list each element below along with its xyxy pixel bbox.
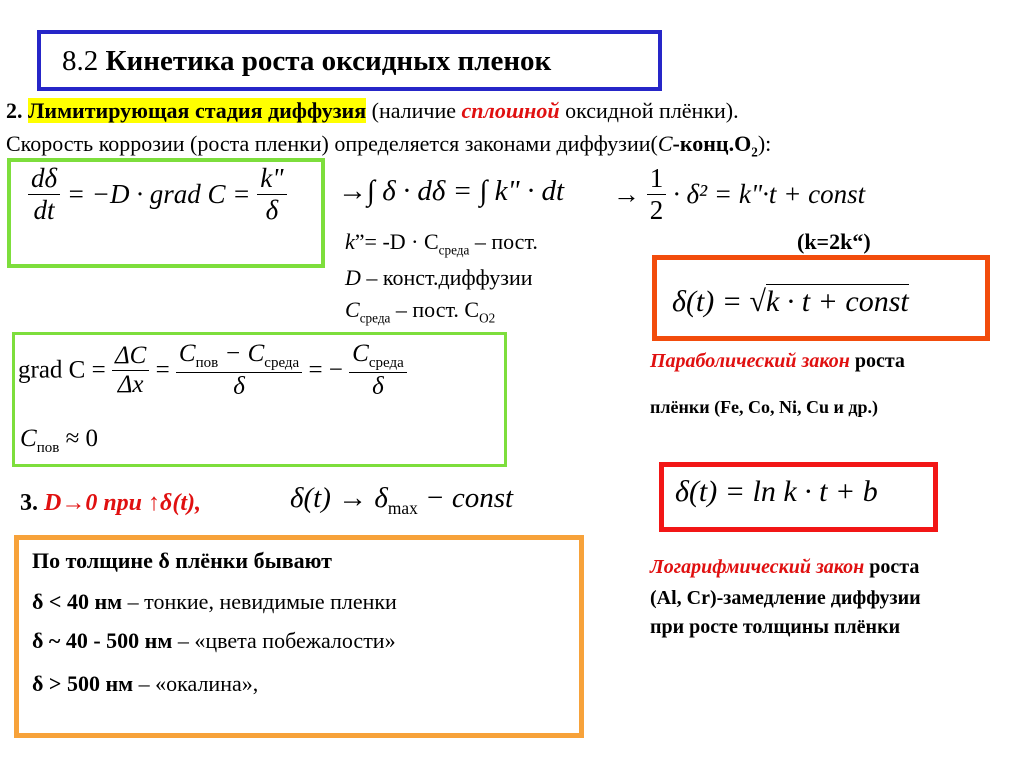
- rate-end: ):: [757, 131, 772, 156]
- surface-concentration: [20, 425, 98, 457]
- half-rest: · δ² = k"·t + const: [673, 179, 866, 209]
- item3-max: max: [387, 497, 418, 518]
- eq-rhs-num: k": [257, 163, 286, 195]
- log-law-name: Логарифмический закон: [650, 556, 865, 578]
- thickness-row-desc: – тонкие, невидимые пленки: [122, 589, 397, 614]
- grad-eq: =: [155, 356, 170, 384]
- thickness-row: [32, 589, 397, 615]
- thickness-row: [32, 671, 258, 697]
- k2-note: (k=2k“): [797, 229, 871, 254]
- c-note-sub: среда: [359, 310, 391, 326]
- thickness-row: [32, 628, 396, 654]
- rate-sub: 2: [751, 144, 758, 160]
- stage-open: (наличие: [366, 98, 462, 123]
- item3-formula-main: δ(t) → δ: [290, 482, 388, 514]
- c-note-text: – пост. С: [390, 297, 480, 322]
- eq-rhs-den: δ: [265, 195, 279, 225]
- thickness-heading: По толщине δ плёнки бывают: [32, 548, 332, 573]
- eq-lhs-den: dt: [33, 195, 55, 225]
- gradient-equation: [18, 340, 407, 401]
- item3-num: 3.: [20, 490, 38, 516]
- rate-c: C: [657, 131, 673, 156]
- log-formula: δ(t) = ln k · t + b: [675, 475, 878, 508]
- item3-text: D→0 при ↑δ(t),: [44, 490, 201, 516]
- title-text: Кинетика роста оксидных пленок: [105, 45, 552, 77]
- thickness-row-desc: – «окалина»,: [133, 671, 259, 696]
- stage-close: оксидной плёнки).: [559, 98, 739, 123]
- stage-emph: сплошной: [461, 98, 560, 123]
- grad-f3-den: δ: [372, 373, 384, 400]
- parabolic-metals: плёнки (Fe, Co, Ni, Cu и др.): [650, 397, 879, 417]
- stage-number: 2.: [6, 98, 28, 123]
- item3-tail: − const: [417, 482, 514, 514]
- item3: [20, 490, 201, 517]
- pov-sub: пов: [36, 440, 60, 456]
- item3-formula: [290, 482, 513, 519]
- section-number: 8.2: [62, 45, 99, 77]
- grad-f2-sb: среда: [264, 355, 300, 371]
- thickness-row-sym: δ ~ 40 - 500 нм: [32, 628, 173, 653]
- rate-konc: -конц.O: [672, 131, 752, 156]
- stage-line: [6, 98, 739, 124]
- thickness-row-sym: δ < 40 нм: [32, 589, 123, 614]
- pov-c: C: [20, 425, 37, 452]
- d-note-d: D: [345, 265, 361, 290]
- integral-equation: →∫ δ · dδ = ∫ k" · dt: [338, 175, 565, 207]
- half-arrow: →: [613, 179, 640, 209]
- parabolic-law-name: Параболический закон: [650, 350, 850, 372]
- grad-eq2: = −: [308, 356, 343, 384]
- diffusion-equation: [28, 163, 287, 226]
- parabolic-a: δ(t) = √: [672, 285, 766, 318]
- d-note-text: – конст.диффузии: [360, 265, 533, 290]
- d-note: [345, 265, 533, 291]
- page-title: [62, 45, 551, 78]
- log-law-label: [650, 556, 919, 579]
- parabolic-formula: [672, 285, 909, 319]
- parabolic-law-label: [650, 350, 905, 373]
- half-equation: [613, 163, 865, 226]
- grad-f2-b: − C: [218, 340, 265, 367]
- k-note-end: – пост.: [469, 229, 538, 254]
- parabolic-law-rest: роста: [849, 350, 905, 372]
- grad-f2-sa: пов: [195, 355, 219, 371]
- k-note-sub: среда: [438, 242, 470, 258]
- rate-line: [6, 131, 771, 160]
- eq-mid: = −D · grad C =: [66, 179, 251, 209]
- c-note-c: C: [345, 297, 360, 322]
- half-num: 1: [647, 163, 667, 195]
- grad-f3-sub: среда: [368, 355, 404, 371]
- grad-f1-den: Δx: [117, 371, 144, 398]
- thickness-row-sym: δ > 500 нм: [32, 671, 134, 696]
- c-note: [345, 297, 495, 326]
- grad-f1-num: ΔC: [112, 342, 149, 371]
- log-line2: (Al, Cr)-замедление диффузии: [650, 587, 921, 609]
- pov-approx: ≈ 0: [59, 425, 99, 452]
- c-note-sub2: O2: [479, 310, 496, 326]
- grad-f3-num: C: [352, 340, 369, 367]
- parabolic-b: k · t + const: [765, 285, 909, 318]
- stage-highlight: Лимитирующая стадия диффузия: [28, 98, 367, 123]
- grad-f2-den: δ: [233, 373, 245, 400]
- rate-text: Скорость коррозии (роста пленки) определяется законами диффузии(: [6, 131, 658, 156]
- log-law-rest: роста: [864, 556, 920, 578]
- grad-f2-a: C: [178, 340, 196, 367]
- k-note-k: k: [345, 229, 355, 254]
- log-line3: при росте толщины плёнки: [650, 616, 901, 638]
- thickness-row-desc: – «цвета побежалости»: [172, 628, 396, 653]
- grad-lhs: grad C =: [18, 356, 106, 384]
- eq-lhs-num: dδ: [28, 163, 60, 195]
- half-den: 2: [649, 195, 664, 225]
- k-note-mid: ”= -D · C: [354, 229, 439, 254]
- k-note: [345, 229, 538, 258]
